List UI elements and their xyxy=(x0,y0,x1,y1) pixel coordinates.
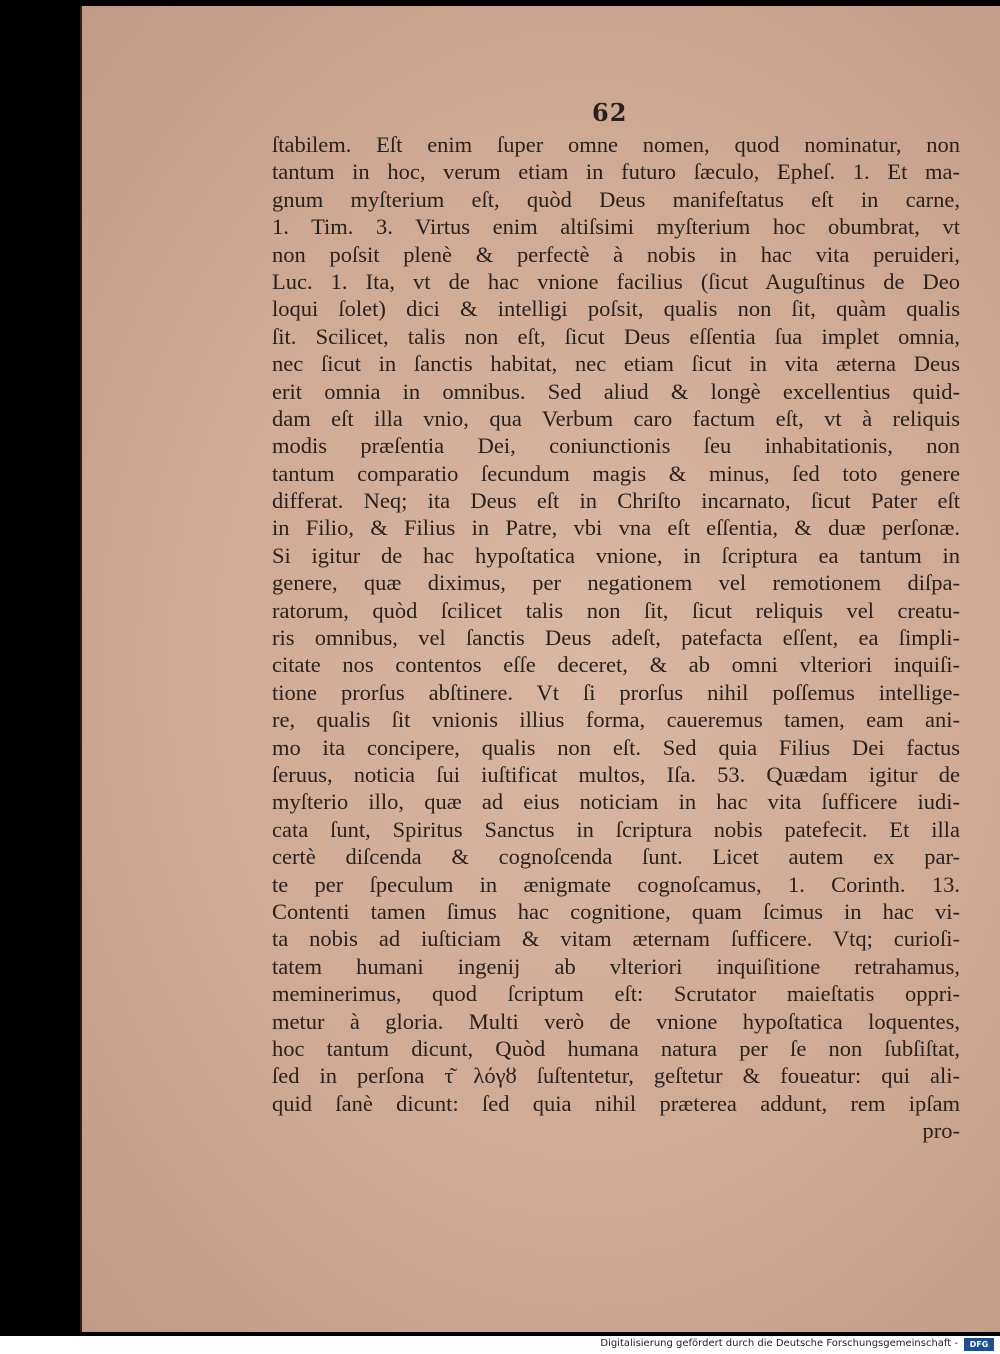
text-line: Contenti tamen ſimus hac cognitione, quam ſcimus in hac vi- xyxy=(272,898,960,924)
text-line: loqui ſolet) dici & intelligi poſsit, qualis non ſit, quàm qualis xyxy=(272,296,960,322)
text-line: tatem humani ingenij ab vlteriori inquiſitione retrahamus, xyxy=(272,953,960,979)
text-line: quid ſanè dicunt: ſed quia nihil præterea addunt, rem ipſam xyxy=(272,1090,960,1116)
text-line: te per ſpeculum in ænigmate cognoſcamus, 1. Corinth. 13. xyxy=(272,871,960,897)
text-line: mo ita concipere, qualis non eſt. Sed quia Filius Dei factus xyxy=(272,734,960,760)
text-line: ſeruus, noticia ſui iuſtificat multos, Iſa. 53. Quædam igitur de xyxy=(272,761,960,787)
dfg-logo: DFG xyxy=(964,1338,994,1351)
text-line: ſit. Scilicet, talis non eſt, ſicut Deus eſſentia ſua implet omnia, xyxy=(272,323,960,349)
text-line: dam eſt illa vnio, qua Verbum caro factum eſt, vt à reliquis xyxy=(272,405,960,431)
text-line: erit omnia in omnibus. Sed aliud & longè excellentius quid- xyxy=(272,378,960,404)
text-line: 1. Tim. 3. Virtus enim altiſsimi myſterium hoc obumbrat, vt xyxy=(272,214,960,240)
text-line: metur à gloria. Multi verò de vnione hypoſtatica loquentes, xyxy=(272,1008,960,1034)
text-line: tantum in hoc, verum etiam in futuro ſæculo, Epheſ. 1. Et ma- xyxy=(272,159,960,185)
text-line: ta nobis ad iuſticiam & vitam æternam ſufficere. Vtq; curioſi- xyxy=(272,926,960,952)
page-number: 62 xyxy=(592,98,628,127)
text-line: Luc. 1. Ita, vt de hac vnione facilius (ſicut Auguſtinus de Deo xyxy=(272,268,960,294)
text-line: ſed in perſona τ͂ λόγȣ ſuſtentetur, geſtetur & foueatur: qui ali- xyxy=(272,1063,960,1089)
body-text xyxy=(272,131,960,1144)
text-line: re, qualis ſit vnionis illius forma, caueremus tamen, eam ani- xyxy=(272,707,960,733)
text-line: tione prorſus abſtinere. Vt ſi prorſus nihil poſſemus intellige- xyxy=(272,679,960,705)
text-line: myſterio illo, quæ ad eius noticiam in hac vita ſufficere iudi- xyxy=(272,789,960,815)
text-line: ſtabilem. Eſt enim ſuper omne nomen, quod nominatur, non xyxy=(272,132,960,157)
text-line: citate nos contentos eſſe deceret, & ab omni vlteriori inquiſi- xyxy=(272,652,960,678)
text-line: tantum comparatio ſecundum magis & minus, ſed toto genere xyxy=(272,460,960,486)
text-line: modis præſentia Dei, coniunctionis ſeu inhabitationis, non xyxy=(272,433,960,459)
funding-credit: Digitalisierung gefördert durch die Deutsche Forschungsgemeinschaft - xyxy=(600,1338,958,1349)
catchword: pro- xyxy=(922,1118,960,1144)
text-line: cata ſunt, Spiritus Sanctus in ſcriptura nobis patefecit. Et illa xyxy=(272,816,960,842)
text-line: differat. Neq; ita Deus eſt in Chriſto incarnato, ſicut Pater eſt xyxy=(272,488,960,514)
text-line: certè diſcenda & cognoſcenda ſunt. Licet autem ex par- xyxy=(272,844,960,870)
text-line: ris omnibus, vel ſanctis Deus adeſt, patefacta eſſent, ea ſimpli- xyxy=(272,625,960,651)
text-line: genere, quæ diximus, per negationem vel remotionem diſpa- xyxy=(272,570,960,596)
text-line: gnum myſterium eſt, quòd Deus manifeſtatus eſt in carne, xyxy=(272,186,960,212)
text-line: hoc tantum dicunt, Quòd humana natura per ſe non ſubſiſtat, xyxy=(272,1035,960,1061)
text-line: ratorum, quòd ſcilicet talis non ſit, ſicut reliquis vel creatu- xyxy=(272,597,960,623)
footer-bar xyxy=(0,1336,1000,1354)
text-line: in Filio, & Filius in Patre, vbi vna eſt eſſentia, & duæ perſonæ. xyxy=(272,515,960,541)
text-line: non poſsit plenè & perfectè à nobis in hac vita peruideri, xyxy=(272,241,960,267)
text-line: nec ſicut in ſanctis habitat, nec etiam ſicut in vita æterna Deus xyxy=(272,351,960,377)
text-line: Si igitur de hac hypoſtatica vnione, in ſcriptura ea tantum in xyxy=(272,542,960,568)
text-line: meminerimus, quod ſcriptum eſt: Scrutator maieſtatis oppri- xyxy=(272,981,960,1007)
